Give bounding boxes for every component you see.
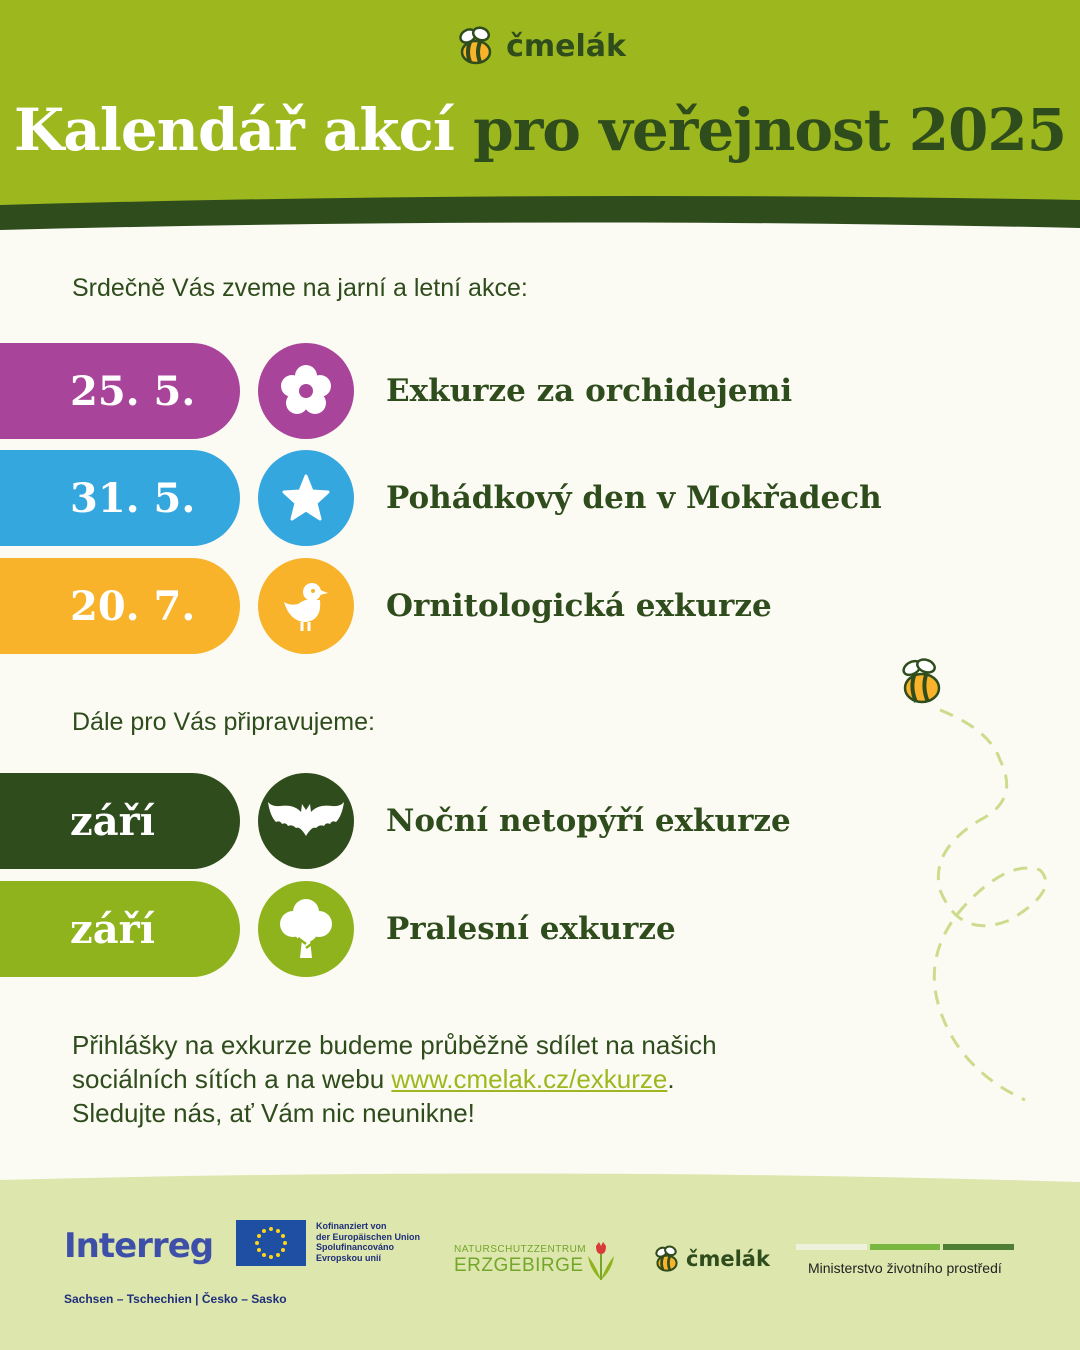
eu-cofinance-text: [316, 1221, 426, 1263]
header-logo[interactable]: [0, 24, 1080, 68]
event-date-pill: 31. 5.: [0, 450, 240, 546]
cmelak-footer-logo[interactable]: [652, 1244, 770, 1274]
mzp-logo-bars: [796, 1244, 1014, 1250]
bat-icon: [258, 773, 354, 869]
note-line-1: Přihlášky na exkurze budeme průběžně sdílet na našich: [72, 1030, 717, 1060]
bee-icon: [652, 1244, 682, 1274]
event-title[interactable]: Ornitologická exkurze: [386, 588, 772, 624]
upcoming-title[interactable]: Noční netopýří exkurze: [386, 803, 791, 839]
mzp-logo-text[interactable]: Ministerstvo životního prostředí: [808, 1260, 1002, 1276]
upcoming-date-pill: září: [0, 773, 240, 869]
logo-text: čmelák: [686, 1247, 770, 1271]
note-line-2: [72, 1062, 832, 1096]
bird-icon: [258, 558, 354, 654]
website-link[interactable]: www.cmelak.cz/exkurze: [391, 1064, 668, 1094]
upcoming-intro: Dále pro Vás připravujeme:: [72, 708, 375, 736]
note-line-2-end: .: [667, 1064, 675, 1094]
note-line-2-text: sociálních sítích a na webu: [72, 1064, 392, 1094]
event-title[interactable]: Pohádkový den v Mokřadech: [386, 480, 882, 516]
signup-note: [72, 1028, 832, 1130]
event-date-pill: 20. 7.: [0, 558, 240, 654]
event-title[interactable]: Exkurze za orchidejemi: [386, 373, 793, 409]
upcoming-date-pill: září: [0, 881, 240, 977]
nz-line-2: ERZGEBIRGE: [454, 1255, 584, 1276]
star-icon: [258, 450, 354, 546]
title-part-1: Kalendář akcí: [13, 96, 454, 164]
title-part-2: pro veřejnost 2025: [473, 96, 1067, 164]
logo-text: čmelák: [506, 28, 626, 64]
eu-text-line: Evropskou unií: [316, 1252, 382, 1263]
bee-icon: [454, 24, 498, 68]
nz-line-1: NATURSCHUTZZENTRUM: [454, 1244, 587, 1255]
note-line-3: Sledujte nás, ať Vám nic neunikne!: [72, 1098, 475, 1128]
interreg-subtitle: Sachsen – Tschechien | Česko – Sasko: [64, 1292, 287, 1306]
interreg-logo[interactable]: Interreg: [64, 1226, 214, 1266]
tree-icon: [258, 881, 354, 977]
upcoming-title[interactable]: Pralesní exkurze: [386, 911, 676, 947]
tulip-icon: [586, 1240, 616, 1282]
eu-text-line: der Europäischen Union: [316, 1231, 421, 1242]
page-title: [0, 96, 1080, 164]
eu-text-line: Kofinanziert von: [316, 1221, 387, 1231]
naturschutzzentrum-logo[interactable]: [454, 1244, 586, 1277]
intro-text: Srdečně Vás zveme na jarní a letní akce:: [72, 274, 528, 302]
eu-flag-icon: [236, 1220, 306, 1266]
flower-icon: [258, 343, 354, 439]
eu-text-line: Spolufinancováno: [316, 1242, 395, 1252]
event-date-pill: 25. 5.: [0, 343, 240, 439]
bee-flight-decoration: [880, 650, 1070, 1110]
